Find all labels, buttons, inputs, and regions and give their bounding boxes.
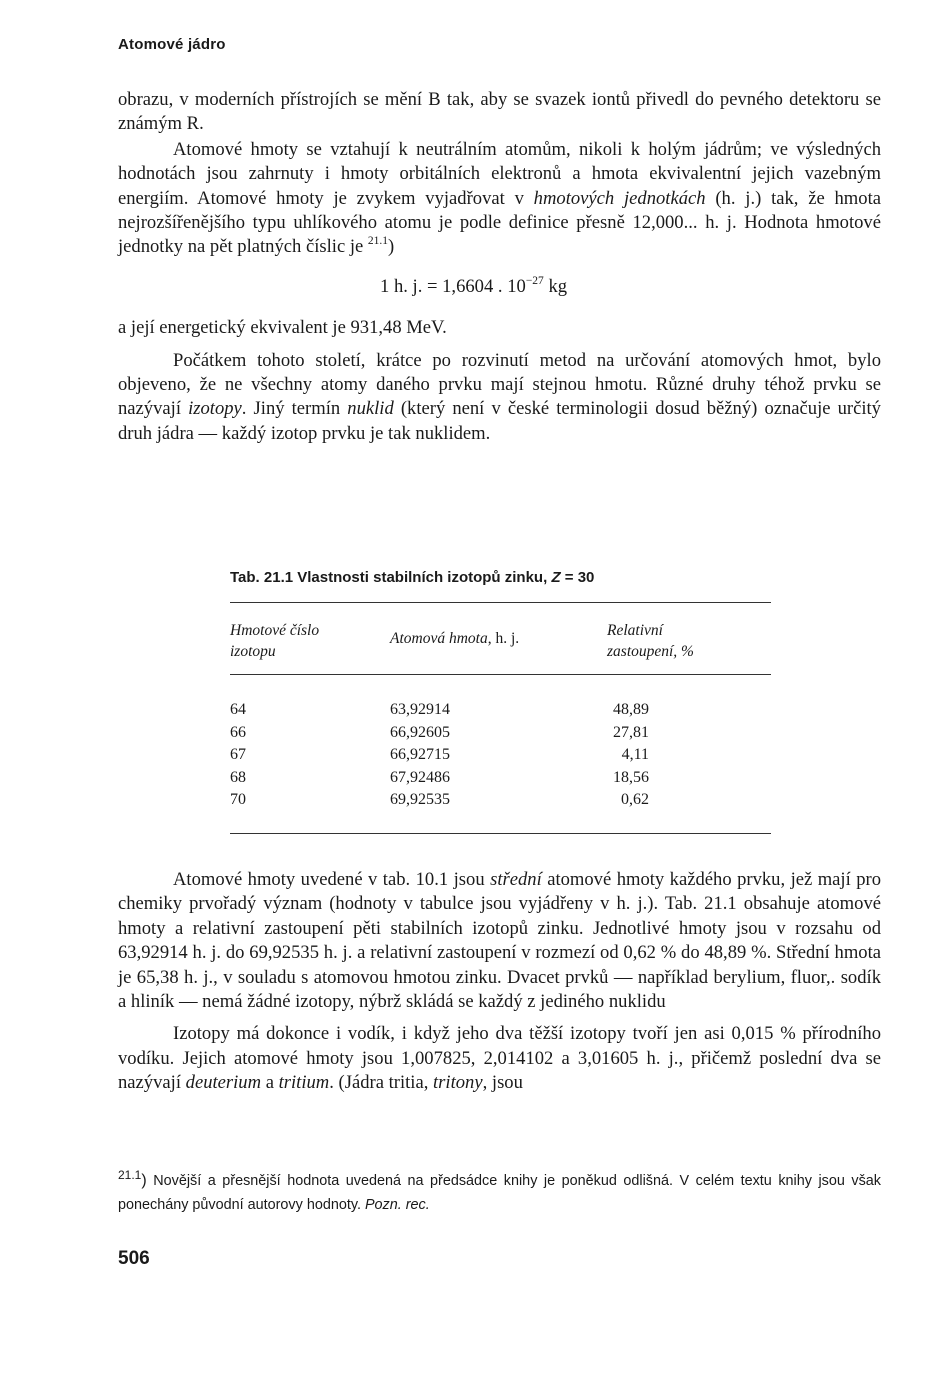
- paragraph-2: Atomové hmoty se vztahují k neutrálním atomům, nikoli k holým jádrům; ve výsledných hodnotách jsou zahrnuty i hmoty orbitálních elektronů a hmota ekvivalentní jejich vazebným energiím. Atomové hmoty je zvykem vyjadřovat v hmotových jednotkách (h. j.) tak, že hmota nejrozšířenějšího typu uhlíkového atomu je podle definice přesně 12,000... h. j. Hodnota hmotové jednotky na pět platných číslic je $^{21.1}$): [118, 138, 881, 258]
- table-cell: 0,62: [621, 791, 649, 808]
- footnote-signature: Pozn. rec.: [364, 1197, 430, 1213]
- upper-text-block: [118, 88, 881, 446]
- paragraph-6-text-a: Izotopy má dokonce i vodík, i když jeho dva těžší izotopy tvoří jen asi 0,015 % přírodního vodíku. Jejich atomové hmoty jsou 1,007825, 2,014102 a 3,01605 h. j., přičemž poslední dva se nazývají: [118, 1023, 881, 1094]
- header-mass-number-line-2: izotopu: [230, 643, 276, 660]
- paragraph-1: obrazu, v moderních přístrojích se mění B tak, aby se svazek iontů přivedl do pevného detektoru se známým R.: [118, 89, 881, 135]
- table-cell: 18,56: [613, 768, 649, 786]
- paragraph-2-text-a: Atomové hmoty se vztahují k neutrálním atomům, nikoli k holým jádrům; ve výsledných hodnotách jsou zahrnuty i hmoty orbitálních elektronů a hmota ekvivalentní jejich vazebným energiím. Atomové hmoty je zvykem vyjadřovat v: [118, 138, 881, 209]
- paragraph-6-text-c: . (Jádra tritia,: [329, 1072, 434, 1094]
- table-caption-symbol: Z: [551, 569, 561, 586]
- formula-main: 1 h. j. = 1,6604 . 10: [380, 275, 526, 297]
- header-atomic-mass: [390, 628, 519, 649]
- lower-text-block: [118, 868, 881, 1096]
- header-abundance: [607, 620, 694, 662]
- footnote-paren: ): [141, 1172, 147, 1189]
- header-mass-number: [230, 620, 319, 662]
- table-bottom-rule: [230, 833, 771, 834]
- running-header: Atomové jádro: [118, 36, 226, 53]
- paragraph-6: [118, 1022, 881, 1095]
- footnote: [118, 1169, 881, 1217]
- paragraph-2-text-b: (h. j.) tak, že hmota nejrozšířenějšího typu uhlíkového atomu je podle definice přesně 12,000... h. j. Hodnota hmotové jednotky na pět platných číslic je: [118, 187, 881, 258]
- paragraph-5-text-b: atomové hmoty každého prvku, jež mají pro chemiky prvořadý význam (hodnoty v tabulce jsou vyjádřeny v h. j.). Tab. 21.1 obsahuje atomové hmoty a relativní zastoupení pěti stabilních izotopů zinku. Jednotlivé hmoty jsou v rozsahu od 63,92914 h. j. do 69,92535 h. j. a relativní zastoupení v rozmezí od 0,62 % do 48,89 %. Střední hmota je 65,38 h. j., v souladu s atomovou hmotou zinku. Dvacet prvků — například berylium, fluor,. sodík a hliník — nemá žádné izotopy, nýbrž skládá se každý z jediného nuklidu: [118, 869, 881, 1013]
- table-cell: 68: [230, 768, 246, 786]
- table-cell: 4,11: [621, 746, 649, 763]
- term-stredni: střední: [490, 869, 542, 890]
- paragraph-3: a její energetický ekvivalent je 931,48 MeV.: [118, 317, 447, 339]
- footnote-reference[interactable]: 21.1: [367, 235, 389, 248]
- header-atomic-mass-em: Atomová hmota: [390, 630, 488, 647]
- paragraph-5: [118, 868, 881, 1014]
- table-caption-value: = 30: [560, 569, 595, 586]
- header-abundance-line-2: zastoupení, %: [607, 643, 694, 660]
- page-number: 506: [118, 1248, 150, 1269]
- table-cell: 66,92715: [390, 746, 450, 763]
- column-mass-number: [230, 699, 246, 812]
- column-abundance: [590, 699, 649, 812]
- table-cell: 70: [230, 791, 246, 808]
- paragraph-4-text-a: Počátkem tohoto století, krátce po rozvinutí metod na určování atomových hmot, bylo objeveno, že ne všechny atomy daného prvku mají stejnou hmotu. Různé druhy téhož prvku se nazývají: [118, 349, 881, 420]
- header-mass-number-line-1: Hmotové číslo: [230, 622, 320, 639]
- paragraph-6-text-d: , jsou: [482, 1072, 523, 1094]
- table-cell: 66,92605: [390, 723, 450, 741]
- paragraph-5-text-a: Atomové hmoty uvedené v tab. 10.1 jsou: [173, 869, 491, 890]
- table-cell: 67,92486: [390, 768, 450, 786]
- formula-exponent: −27: [525, 274, 544, 287]
- table-cell: 48,89: [613, 701, 649, 718]
- table-caption: [230, 569, 594, 586]
- table-cell: 27,81: [613, 723, 649, 741]
- table-cell: 64: [230, 701, 246, 718]
- table-cell: 69,92535: [390, 791, 450, 808]
- paragraph-6-text-b: a: [261, 1072, 279, 1094]
- header-atomic-mass-unit: , h. j.: [487, 630, 520, 647]
- term-tritony: tritony: [433, 1072, 483, 1094]
- paragraph-2-emphasis: hmotových jednotkách: [533, 187, 706, 209]
- term-nuklid: nuklid: [347, 398, 394, 420]
- header-abundance-line-1: Relativní: [607, 622, 663, 639]
- table-header-rule: [230, 674, 771, 675]
- footnote-marker: 21.1: [118, 1168, 142, 1182]
- table-caption-text: Tab. 21.1 Vlastnosti stabilních izotopů zinku,: [230, 569, 552, 586]
- mass-unit-formula: [118, 275, 881, 299]
- paragraph-4-text-c: (který není v české terminologii dosud běžný) označuje určitý druh jádra — každý izotop prvku je tak nuklidem.: [118, 398, 881, 444]
- formula-unit: kg: [543, 275, 568, 297]
- footnote-text: Novější a přesnější hodnota uvedená na předsádce knihy je poněkud odlišná. V celém textu knihy jsou však ponechány původní autorovy hodnoty.: [118, 1173, 881, 1213]
- term-tritium: tritium: [278, 1072, 330, 1094]
- table-cell: 66: [230, 723, 246, 741]
- term-deuterium: deuterium: [185, 1072, 262, 1094]
- paragraph-4-text-b: . Jiný termín: [241, 398, 348, 420]
- table-cell: 63,92914: [390, 701, 450, 718]
- term-izotopy: izotopy: [188, 398, 242, 420]
- table-top-rule: [230, 602, 771, 603]
- table-cell: 67: [230, 746, 246, 763]
- paragraph-4: [118, 349, 881, 447]
- column-atomic-mass: [390, 699, 450, 812]
